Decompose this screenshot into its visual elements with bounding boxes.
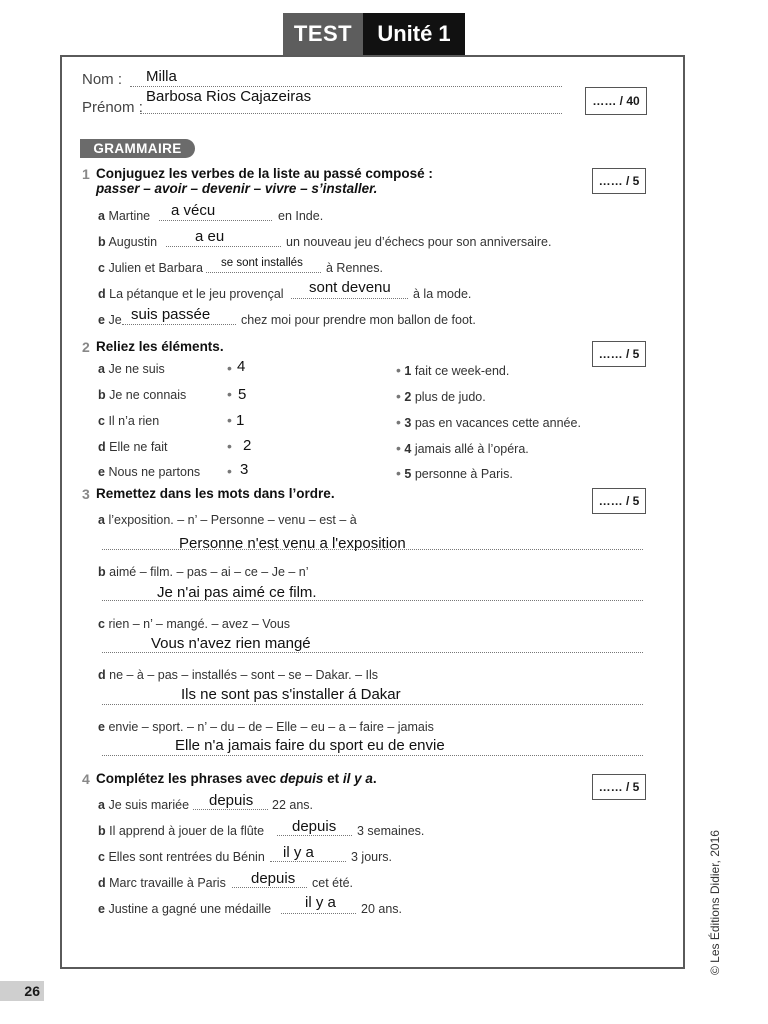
q1-a-letter: a — [98, 209, 105, 223]
q4-score-box: …… / 5 — [592, 774, 646, 800]
q3-number: 3 — [82, 486, 90, 502]
q1-title: Conjuguez les verbes de la liste au passé composé : — [96, 166, 433, 181]
q2-left-b-dot[interactable]: • — [227, 386, 232, 402]
q2-left-c-text: Il n’a rien — [108, 414, 160, 428]
q1-d-after: à la mode. — [413, 287, 472, 301]
q1-score-box: …… / 5 — [592, 168, 646, 194]
q3-a-letter: a — [98, 513, 105, 527]
q1-a-blank[interactable] — [159, 220, 272, 221]
q2-left-d-letter: d — [98, 440, 106, 454]
q4-item-d — [98, 876, 226, 890]
q2-right-4-dot: • — [396, 440, 401, 456]
q4-a-answer[interactable]: depuis — [209, 792, 254, 809]
q3-title: Remettez dans les mots dans l’ordre. — [96, 486, 335, 501]
q4-d-before: Marc travaille à Paris — [109, 876, 226, 890]
q2-left-e-letter: e — [98, 465, 105, 479]
q4-c-answer[interactable]: il y a — [283, 844, 314, 861]
q3-e-words: envie – sport. – n’ – du – de – Elle – eu – a – faire – jamais — [108, 720, 434, 734]
q3-score-box: …… / 5 — [592, 488, 646, 514]
q2-left-a-answer[interactable]: 4 — [237, 358, 246, 375]
q4-number: 4 — [82, 771, 90, 787]
q4-b-after: 3 semaines. — [357, 824, 425, 838]
q3-item-a — [98, 513, 357, 527]
q1-e-blank[interactable] — [122, 324, 236, 325]
q3-b-letter: b — [98, 565, 106, 579]
q1-item-e — [98, 313, 122, 327]
q2-left-d-dot[interactable]: • — [227, 438, 232, 454]
q3-item-d — [98, 668, 378, 682]
q2-right-3[interactable] — [396, 414, 581, 430]
q4-a-after: 22 ans. — [272, 798, 314, 812]
q2-left-b-answer[interactable]: 5 — [238, 386, 247, 403]
q2-right-1[interactable] — [396, 362, 509, 378]
q2-right-2-text: plus de judo. — [414, 390, 486, 404]
nom-label: Nom : — [82, 71, 123, 88]
q2-right-5-num: 5 — [404, 467, 412, 481]
q1-d-letter: d — [98, 287, 106, 301]
q2-right-3-text: pas en vacances cette année. — [414, 416, 581, 430]
q4-title-et: et — [323, 771, 343, 786]
q3-b-words: aimé – film. – pas – ai – ce – Je – n’ — [109, 565, 309, 579]
q4-b-answer[interactable]: depuis — [292, 818, 337, 835]
q1-b-answer[interactable]: a eu — [195, 228, 225, 245]
q4-title-ilya: il y a — [342, 771, 373, 786]
q2-left-c-answer[interactable]: 1 — [236, 412, 245, 429]
q4-d-blank[interactable] — [232, 887, 307, 888]
q1-c-before: Julien et Barbara — [108, 261, 203, 275]
q4-b-letter: b — [98, 824, 106, 838]
q3-c-answer[interactable]: Vous n'avez rien mangé — [151, 635, 311, 652]
q1-b-before: Augustin — [108, 235, 158, 249]
q1-b-letter: b — [98, 235, 106, 249]
q2-right-5[interactable] — [396, 465, 513, 481]
q4-title-end: . — [372, 771, 377, 786]
copyright: © Les Éditions Didier, 2016 — [708, 830, 722, 975]
q1-c-blank[interactable] — [206, 272, 321, 273]
q4-d-letter: d — [98, 876, 106, 890]
q1-item-b — [98, 235, 157, 249]
prenom-dotted-line — [140, 113, 562, 114]
q3-d-letter: d — [98, 668, 106, 682]
q1-b-after: un nouveau jeu d’échecs pour son anniversaire. — [286, 235, 552, 249]
q1-number: 1 — [82, 166, 90, 182]
q4-e-letter: e — [98, 902, 105, 916]
q2-left-e-answer[interactable]: 3 — [240, 461, 249, 478]
q1-b-blank[interactable] — [166, 246, 281, 247]
q2-left-b-text: Je ne connais — [109, 388, 187, 402]
q4-c-before: Elles sont rentrées du Bénin — [108, 850, 265, 864]
q2-right-3-num: 3 — [404, 416, 412, 430]
q3-b-answer[interactable]: Je n'ai pas aimé ce film. — [157, 584, 317, 601]
q2-left-c-dot[interactable]: • — [227, 412, 232, 428]
q1-a-before: Martine — [108, 209, 151, 223]
q2-right-3-dot: • — [396, 414, 401, 430]
q2-right-1-num: 1 — [404, 364, 412, 378]
prenom-label: Prénom : — [82, 99, 143, 116]
q2-left-b-letter: b — [98, 388, 106, 402]
q1-c-after: à Rennes. — [326, 261, 383, 275]
q3-c-line[interactable] — [102, 652, 643, 653]
q3-d-answer[interactable]: Ils ne sont pas s'installer á Dakar — [181, 686, 401, 703]
q4-d-after: cet été. — [312, 876, 353, 890]
q2-right-1-dot: • — [396, 362, 401, 378]
q3-item-e — [98, 720, 434, 734]
q2-right-4-num: 4 — [404, 442, 412, 456]
q3-a-words: l’exposition. – n’ – Personne – venu – est – à — [108, 513, 357, 527]
q1-d-blank[interactable] — [291, 298, 408, 299]
q1-item-a — [98, 209, 150, 223]
q2-right-4-text: jamais allé à l’opéra. — [414, 442, 529, 456]
q2-left-c — [98, 414, 159, 428]
q1-verbs: passer – avoir – devenir – vivre – s’installer. — [96, 181, 378, 196]
q4-title — [96, 771, 377, 786]
q1-e-answer[interactable]: suis passée — [131, 306, 211, 323]
q1-e-letter: e — [98, 313, 105, 327]
q2-number: 2 — [82, 339, 90, 355]
q1-d-answer[interactable]: sont devenu — [309, 279, 391, 296]
q4-c-letter: c — [98, 850, 105, 864]
q3-item-b — [98, 565, 309, 579]
q4-b-blank[interactable] — [277, 835, 352, 836]
nom-dotted-line — [130, 86, 562, 87]
q3-c-letter: c — [98, 617, 105, 631]
q3-e-line[interactable] — [102, 755, 643, 756]
q2-left-b — [98, 388, 186, 402]
q3-d-line[interactable] — [102, 704, 643, 705]
q4-e-answer[interactable]: il y a — [305, 894, 336, 911]
q1-a-after: en Inde. — [278, 209, 324, 223]
q2-right-4[interactable] — [396, 440, 529, 456]
q2-left-a-text: Je ne suis — [108, 362, 165, 376]
q2-right-1-text: fait ce week-end. — [414, 364, 510, 378]
header-unit-tab: Unité 1 — [363, 13, 465, 55]
q1-item-d — [98, 287, 284, 301]
q1-e-before: Je — [108, 313, 122, 327]
q4-a-before: Je suis mariée — [108, 798, 190, 812]
q4-c-after: 3 jours. — [351, 850, 392, 864]
q4-d-answer[interactable]: depuis — [251, 870, 296, 887]
section-badge-grammaire: GRAMMAIRE — [80, 139, 195, 158]
q1-e-after: chez moi pour prendre mon ballon de foot. — [241, 313, 476, 327]
q1-a-answer[interactable]: a vécu — [171, 202, 216, 219]
q4-b-before: Il apprend à jouer de la flûte — [109, 824, 265, 838]
q1-d-before: La pétanque et le jeu provençal — [109, 287, 284, 301]
nom-value[interactable]: Milla — [146, 68, 177, 85]
q2-left-a-dot[interactable]: • — [227, 360, 232, 376]
q2-right-5-dot: • — [396, 465, 401, 481]
q1-c-answer[interactable]: se sont installés — [221, 257, 303, 269]
q2-title: Reliez les éléments. — [96, 339, 224, 354]
page-number: 26 — [0, 981, 44, 1001]
q4-c-blank[interactable] — [270, 861, 346, 862]
q2-right-5-text: personne à Paris. — [414, 467, 513, 481]
q4-e-after: 20 ans. — [361, 902, 403, 916]
q2-left-e — [98, 465, 200, 479]
q2-right-2-dot: • — [396, 388, 401, 404]
q2-left-c-letter: c — [98, 414, 105, 428]
q4-item-e — [98, 902, 271, 916]
q3-e-letter: e — [98, 720, 105, 734]
q1-item-c — [98, 261, 203, 275]
q2-left-d — [98, 440, 168, 454]
q3-item-c — [98, 617, 290, 631]
q2-left-a-letter: a — [98, 362, 105, 376]
q1-c-letter: c — [98, 261, 105, 275]
q4-a-letter: a — [98, 798, 105, 812]
q2-left-e-text: Nous ne partons — [108, 465, 201, 479]
q2-right-2-num: 2 — [404, 390, 412, 404]
q2-left-d-text: Elle ne fait — [109, 440, 168, 454]
q4-item-a — [98, 798, 189, 812]
q4-item-c — [98, 850, 265, 864]
q3-e-answer[interactable]: Elle n'a jamais faire du sport eu de envie — [175, 737, 445, 754]
q3-c-words: rien – n’ – mangé. – avez – Vous — [108, 617, 291, 631]
q2-right-2[interactable] — [396, 388, 486, 404]
q2-left-e-dot[interactable]: • — [227, 463, 232, 479]
q4-a-blank[interactable] — [193, 809, 268, 810]
total-score-box: …… / 40 — [585, 87, 647, 115]
q4-title-depuis: depuis — [279, 771, 324, 786]
prenom-value[interactable]: Barbosa Rios Cajazeiras — [146, 88, 312, 105]
q4-e-before: Justine a gagné une médaille — [108, 902, 272, 916]
q4-item-b — [98, 824, 264, 838]
q3-a-answer[interactable]: Personne n'est venu a l'exposition — [179, 535, 406, 552]
header-test-tab: TEST — [283, 13, 363, 55]
q3-d-words: ne – à – pas – installés – sont – se – Dakar. – Ils — [109, 668, 379, 682]
q2-left-d-answer[interactable]: 2 — [243, 437, 252, 454]
q4-title-a: Complétez les phrases avec — [96, 771, 280, 786]
q4-e-blank[interactable] — [281, 913, 356, 914]
q2-score-box: …… / 5 — [592, 341, 646, 367]
q2-left-a — [98, 362, 165, 376]
